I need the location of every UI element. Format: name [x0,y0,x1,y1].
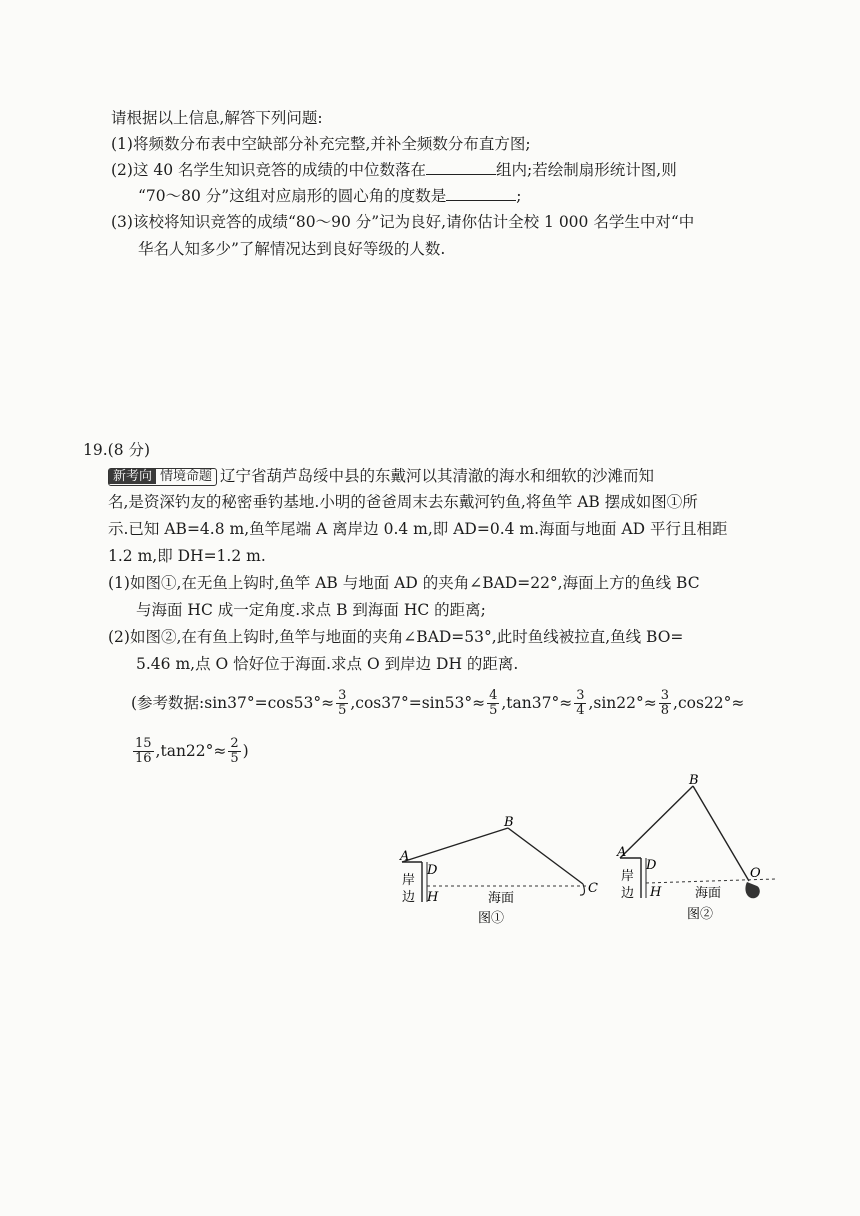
reference-data-line-2 [131,733,249,769]
frac-den: 5 [230,750,239,766]
label-a: A [617,845,627,860]
tag-context-problem: 情境命题 [160,469,213,484]
fraction-15-16 [133,737,154,766]
label-a: A [400,849,410,864]
label-c: C [588,881,598,896]
fraction-2-5 [228,737,240,766]
question-18-part-2 [111,160,677,180]
question-19-line-1 [108,466,654,486]
ref-text-2: ,cos37°=sin53°≈ [350,694,486,712]
frac-den: 5 [489,702,498,718]
question-18-part-2-cont [138,186,521,206]
ref-text-3: ,tan37°≈ [501,694,573,712]
q18-p2-text-d: ; [516,187,522,205]
line-bo [693,786,749,881]
instruction-line: 请根据以上信息,解答下列问题: [111,109,323,127]
ref-text-5: ,cos22°≈ [673,694,745,712]
frac-den: 16 [135,750,152,766]
fraction-3-5 [336,689,348,718]
label-shore-2: 边 [621,886,635,901]
ref-text-7: ) [242,742,249,760]
fraction-4-5 [487,689,499,718]
q18-p2-text-b: 组内;若绘制扇形统计图,则 [496,161,677,179]
question-19-sub-2-cont: 5.46 m,点 O 恰好位于海面.求点 O 到岸边 DH 的距离. [136,655,519,673]
question-19-line-2: 名,是资深钓友的秘密垂钓基地.小明的爸爸周末去东戴河钓鱼,将鱼竿 AB 摆成如图①所 [108,493,698,511]
figure-2 [615,770,785,930]
fraction-3-8 [659,689,671,718]
frac-num: 4 [489,687,498,703]
question-tag [108,468,217,486]
q18-p2-text-c: “70～80 分”这组对应扇形的圆心角的度数是 [138,187,447,205]
rod-ab [620,786,693,858]
figure-1-caption: 图① [478,911,505,926]
answer-blank-median[interactable] [426,160,496,175]
q19-l1-text: 辽宁省葫芦岛绥中县的东戴河以其清澈的海水和细软的沙滩而知 [220,467,655,485]
question-19-header: 19.(8 分) [83,441,151,459]
fraction-3-4 [574,689,586,718]
question-19-line-4: 1.2 m,即 DH=1.2 m. [108,547,266,565]
frac-num: 3 [338,687,347,703]
label-shore-1: 岸 [621,869,635,884]
label-shore-1: 岸 [402,873,416,888]
rod-ab [402,828,508,862]
figure-2-caption: 图② [687,907,714,922]
fish-icon [745,882,759,898]
ref-text-4: ,sin22°≈ [588,694,657,712]
question-18-part-3: (3)该校将知识竞答的成绩“80～90 分”记为良好,请你估计全校 1 000 名学生中对“中 [111,213,695,231]
ref-text-1: (参考数据:sin37°=cos53°≈ [131,694,335,712]
question-18-part-1: (1)将频数分布表中空缺部分补充完整,并补全频数分布直方图; [111,135,531,153]
label-h: H [650,885,662,900]
question-19-sub-1-cont: 与海面 HC 成一定角度.求点 B 到海面 HC 的距离; [136,601,486,619]
label-h: H [427,890,439,905]
q18-p2-text-a: (2)这 40 名学生知识竞答的成绩的中位数落在 [111,161,427,179]
ref-text-6: ,tan22°≈ [155,742,227,760]
frac-den: 4 [576,702,585,718]
line-bc [508,828,583,884]
label-d: D [646,858,657,873]
frac-num: 2 [230,735,239,751]
frac-den: 5 [338,702,347,718]
frac-num: 3 [576,687,585,703]
label-o: O [750,866,761,881]
label-b: B [689,773,699,788]
question-19-line-3: 示.已知 AB=4.8 m,鱼竿尾端 A 离岸边 0.4 m,即 AD=0.4 m.海面与地面 AD 平行且相距 [108,520,728,538]
label-shore-2: 边 [402,890,416,905]
label-sea: 海面 [695,886,722,901]
label-sea: 海面 [488,891,515,906]
figure-1 [390,810,610,930]
question-18-part-3-cont: 华名人知多少”了解情况达到良好等级的人数. [138,240,446,258]
question-19-sub-1: (1)如图①,在无鱼上钩时,鱼竿 AB 与地面 AD 的夹角∠BAD=22°,海面上方的鱼线 BC [108,574,700,592]
hook-icon [580,884,584,895]
frac-num: 15 [135,735,152,751]
tag-new-direction: 新考向 [109,469,156,484]
question-19-sub-2: (2)如图②,在有鱼上钩时,鱼竿与地面的夹角∠BAD=53°,此时鱼线被拉直,鱼线 BO= [108,628,684,646]
frac-num: 3 [660,687,670,703]
label-b: B [504,815,514,830]
answer-blank-angle[interactable] [446,186,516,201]
frac-den: 8 [660,702,670,718]
label-d: D [427,863,438,878]
reference-data-line-1 [131,688,744,718]
